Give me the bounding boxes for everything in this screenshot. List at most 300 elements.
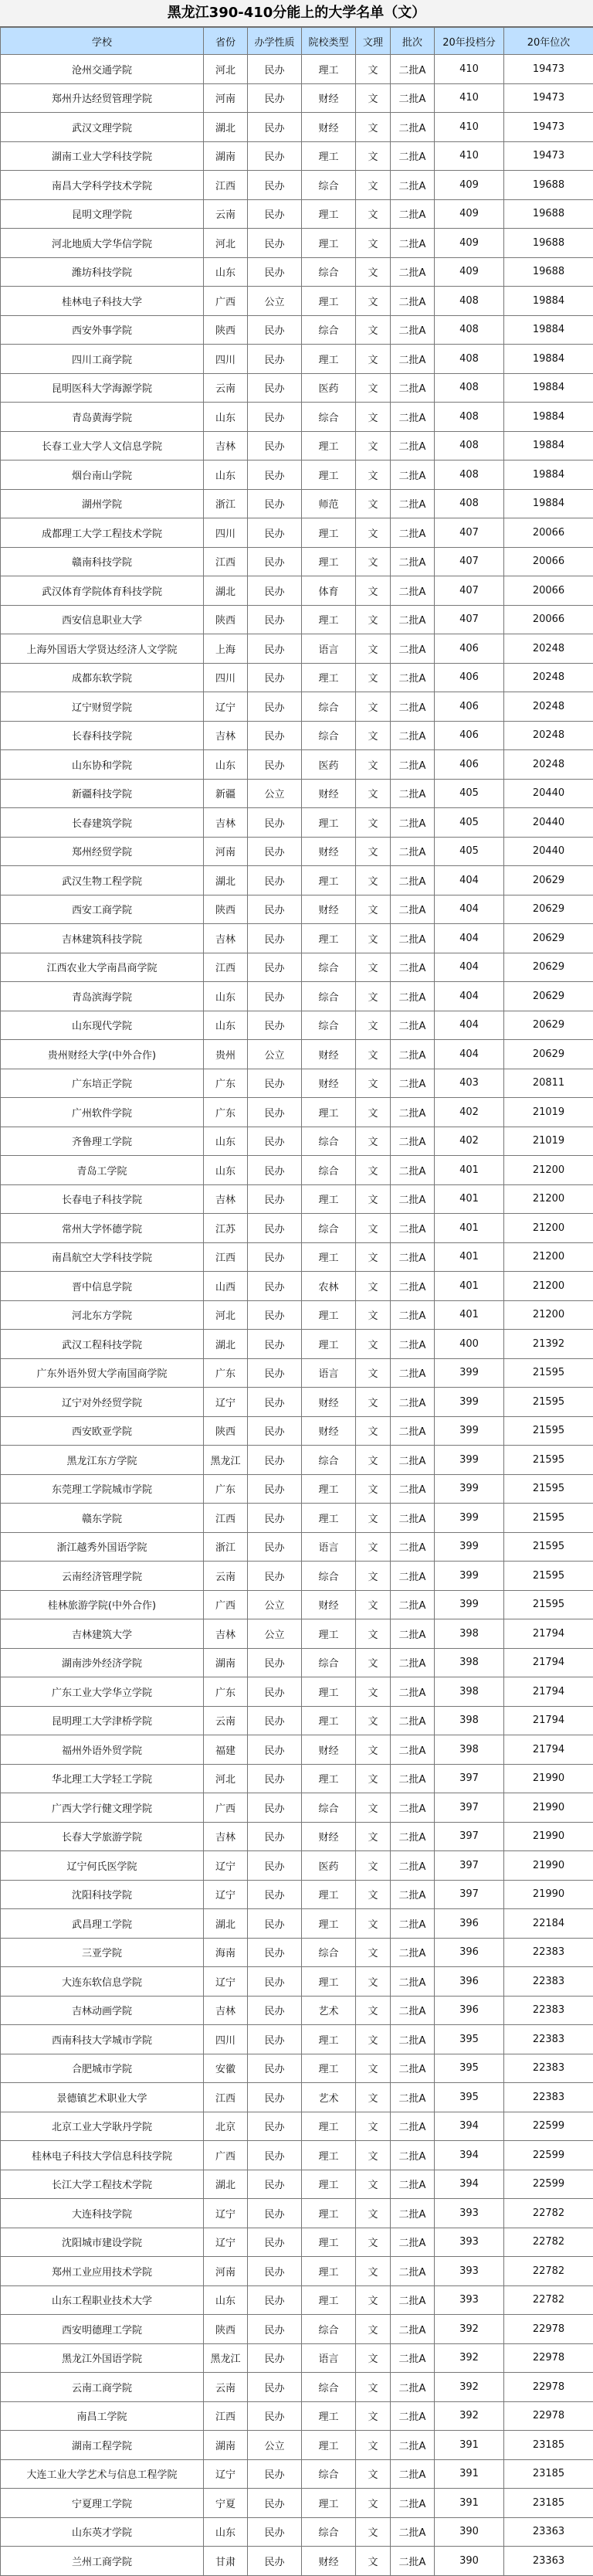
cell-batch: 二批A [391, 460, 435, 490]
cell-ownership: 民办 [248, 1214, 302, 1243]
table-row [1, 141, 593, 171]
cell-ownership: 民办 [248, 837, 302, 866]
cell-school-type: 综合 [302, 1648, 356, 1677]
cell-rank: 21794 [504, 1677, 593, 1707]
cell-batch: 二批A [391, 2315, 435, 2344]
cell-track: 文 [356, 2373, 391, 2402]
cell-ownership: 民办 [248, 2083, 302, 2112]
cell-school-type: 理工 [302, 1967, 356, 1997]
cell-province: 吉林 [204, 1184, 248, 1214]
cell-score: 408 [435, 373, 504, 403]
cell-school-type: 理工 [302, 2054, 356, 2083]
cell-province: 河北 [204, 1764, 248, 1793]
cell-score: 395 [435, 2083, 504, 2112]
cell-batch: 二批A [391, 2025, 435, 2054]
cell-school: 广州软件学院 [1, 1098, 204, 1127]
cell-province: 河南 [204, 837, 248, 866]
cell-batch: 二批A [391, 982, 435, 1011]
table-row [1, 229, 593, 258]
cell-school: 福州外语外贸学院 [1, 1735, 204, 1765]
table-row [1, 171, 593, 200]
cell-school-type: 综合 [302, 1156, 356, 1185]
cell-rank: 21595 [504, 1416, 593, 1446]
cell-rank: 20440 [504, 779, 593, 808]
cell-rank: 19884 [504, 345, 593, 374]
cell-ownership: 民办 [248, 2285, 302, 2315]
cell-score: 395 [435, 2054, 504, 2083]
cell-province: 陕西 [204, 315, 248, 345]
cell-ownership: 民办 [248, 2343, 302, 2373]
cell-school-type: 理工 [302, 1619, 356, 1649]
cell-province: 吉林 [204, 721, 248, 750]
cell-ownership: 民办 [248, 1184, 302, 1214]
cell-school: 昆明理工大学津桥学院 [1, 1706, 204, 1735]
table-row [1, 721, 593, 750]
table-row [1, 1358, 593, 1388]
cell-rank: 19473 [504, 113, 593, 142]
cell-rank: 21595 [504, 1474, 593, 1504]
cell-rank: 20629 [504, 924, 593, 953]
cell-school: 黑龙江东方学院 [1, 1446, 204, 1475]
cell-track: 文 [356, 605, 391, 634]
cell-track: 文 [356, 373, 391, 403]
cell-province: 云南 [204, 373, 248, 403]
cell-school: 武昌理工学院 [1, 1909, 204, 1939]
cell-school-type: 综合 [302, 403, 356, 432]
cell-ownership: 民办 [248, 1300, 302, 1330]
cell-track: 文 [356, 1011, 391, 1040]
cell-school: 东莞理工学院城市学院 [1, 1474, 204, 1504]
cell-score: 409 [435, 229, 504, 258]
cell-school: 广东外语外贸大学南国商学院 [1, 1358, 204, 1388]
cell-ownership: 民办 [248, 1562, 302, 1591]
cell-school-type: 理工 [302, 605, 356, 634]
cell-score: 410 [435, 55, 504, 84]
table-row [1, 1619, 593, 1649]
cell-track: 文 [356, 1677, 391, 1707]
cell-batch: 二批A [391, 113, 435, 142]
table-row [1, 634, 593, 664]
cell-score: 393 [435, 2228, 504, 2257]
cell-track: 文 [356, 2112, 391, 2141]
table-row [1, 431, 593, 460]
cell-school-type: 财经 [302, 1069, 356, 1098]
cell-track: 文 [356, 1388, 391, 1417]
cell-school: 景德镇艺术职业大学 [1, 2083, 204, 2112]
cell-track: 文 [356, 460, 391, 490]
cell-ownership: 民办 [248, 1242, 302, 1272]
cell-batch: 二批A [391, 895, 435, 924]
cell-province: 山东 [204, 460, 248, 490]
cell-school-type: 综合 [302, 1446, 356, 1475]
cell-score: 406 [435, 750, 504, 780]
cell-batch: 二批A [391, 1040, 435, 1069]
cell-school: 合肥城市学院 [1, 2054, 204, 2083]
cell-school: 北京工业大学耿丹学院 [1, 2112, 204, 2141]
cell-province: 陕西 [204, 605, 248, 634]
cell-track: 文 [356, 1446, 391, 1475]
cell-score: 405 [435, 779, 504, 808]
cell-ownership: 民办 [248, 2228, 302, 2257]
cell-school-type: 综合 [302, 692, 356, 722]
cell-school-type: 财经 [302, 1040, 356, 1069]
cell-rank: 21595 [504, 1504, 593, 1533]
cell-province: 山东 [204, 1011, 248, 1040]
cell-ownership: 民办 [248, 489, 302, 518]
cell-school: 湖南工业大学科技学院 [1, 141, 204, 171]
cell-school: 西安工商学院 [1, 895, 204, 924]
cell-ownership: 公立 [248, 2431, 302, 2460]
cell-batch: 二批A [391, 953, 435, 982]
cell-province: 湖北 [204, 576, 248, 606]
cell-track: 文 [356, 1909, 391, 1939]
table-row [1, 1214, 593, 1243]
cell-rank: 22383 [504, 2025, 593, 2054]
header-ownership: 办学性质 [248, 28, 302, 55]
cell-school: 郑州经贸学院 [1, 837, 204, 866]
cell-rank: 21990 [504, 1822, 593, 1851]
cell-school-type: 农林 [302, 1272, 356, 1301]
cell-batch: 二批A [391, 83, 435, 113]
cell-score: 399 [435, 1474, 504, 1504]
cell-school-type: 理工 [302, 1909, 356, 1939]
cell-ownership: 公立 [248, 1590, 302, 1619]
cell-province: 广西 [204, 2141, 248, 2170]
cell-batch: 二批A [391, 2343, 435, 2373]
cell-province: 江西 [204, 171, 248, 200]
cell-rank: 21019 [504, 1127, 593, 1156]
cell-track: 文 [356, 2401, 391, 2431]
cell-rank: 23363 [504, 2517, 593, 2547]
cell-school-type: 师范 [302, 489, 356, 518]
cell-batch: 二批A [391, 2199, 435, 2228]
cell-province: 北京 [204, 2112, 248, 2141]
cell-school: 黑龙江外国语学院 [1, 2343, 204, 2373]
table-row [1, 1909, 593, 1939]
cell-rank: 19884 [504, 315, 593, 345]
cell-score: 401 [435, 1184, 504, 1214]
cell-school-type: 理工 [302, 2431, 356, 2460]
table-row [1, 1300, 593, 1330]
cell-rank: 22782 [504, 2199, 593, 2228]
cell-school: 西南科技大学城市学院 [1, 2025, 204, 2054]
cell-score: 405 [435, 837, 504, 866]
table-row [1, 2025, 593, 2054]
cell-ownership: 公立 [248, 1040, 302, 1069]
cell-rank: 22978 [504, 2373, 593, 2402]
cell-ownership: 民办 [248, 2315, 302, 2344]
cell-track: 文 [356, 518, 391, 548]
cell-province: 广东 [204, 1358, 248, 1388]
table-row [1, 287, 593, 316]
cell-province: 新疆 [204, 779, 248, 808]
table-row [1, 1851, 593, 1881]
cell-score: 404 [435, 924, 504, 953]
cell-score: 401 [435, 1214, 504, 1243]
cell-province: 辽宁 [204, 692, 248, 722]
cell-school-type: 理工 [302, 2257, 356, 2286]
cell-rank: 19884 [504, 287, 593, 316]
cell-ownership: 民办 [248, 1011, 302, 1040]
cell-score: 390 [435, 2517, 504, 2547]
cell-rank: 19884 [504, 373, 593, 403]
cell-batch: 二批A [391, 141, 435, 171]
table-row [1, 1069, 593, 1098]
cell-school: 青岛滨海学院 [1, 982, 204, 1011]
cell-batch: 二批A [391, 55, 435, 84]
cell-ownership: 民办 [248, 1996, 302, 2025]
cell-ownership: 民办 [248, 2401, 302, 2431]
cell-rank: 20248 [504, 721, 593, 750]
cell-school-type: 财经 [302, 779, 356, 808]
cell-score: 408 [435, 403, 504, 432]
cell-score: 399 [435, 1504, 504, 1533]
cell-batch: 二批A [391, 1330, 435, 1359]
cell-rank: 19688 [504, 257, 593, 287]
cell-batch: 二批A [391, 431, 435, 460]
cell-track: 文 [356, 663, 391, 692]
cell-ownership: 民办 [248, 1967, 302, 1997]
cell-school: 西安信息职业大学 [1, 605, 204, 634]
cell-score: 400 [435, 1330, 504, 1359]
cell-school-type: 语言 [302, 1358, 356, 1388]
cell-rank: 22184 [504, 1909, 593, 1939]
cell-score: 397 [435, 1793, 504, 1823]
cell-track: 文 [356, 2170, 391, 2199]
cell-rank: 20248 [504, 663, 593, 692]
cell-score: 401 [435, 1272, 504, 1301]
cell-score: 404 [435, 982, 504, 1011]
cell-school: 河北东方学院 [1, 1300, 204, 1330]
cell-score: 392 [435, 2315, 504, 2344]
cell-province: 黑龙江 [204, 1446, 248, 1475]
table-row [1, 55, 593, 84]
cell-batch: 二批A [391, 1300, 435, 1330]
cell-school-type: 综合 [302, 953, 356, 982]
cell-school: 昆明医科大学海源学院 [1, 373, 204, 403]
cell-ownership: 民办 [248, 315, 302, 345]
table-row [1, 2141, 593, 2170]
cell-batch: 二批A [391, 2489, 435, 2518]
cell-score: 390 [435, 2547, 504, 2576]
cell-province: 江西 [204, 1242, 248, 1272]
cell-province: 浙江 [204, 489, 248, 518]
table-row [1, 2315, 593, 2344]
cell-school-type: 综合 [302, 2517, 356, 2547]
cell-score: 392 [435, 2401, 504, 2431]
cell-rank: 21200 [504, 1156, 593, 1185]
cell-rank: 20629 [504, 953, 593, 982]
cell-track: 文 [356, 1300, 391, 1330]
cell-track: 文 [356, 2199, 391, 2228]
cell-school: 山东协和学院 [1, 750, 204, 780]
cell-batch: 二批A [391, 1880, 435, 1909]
cell-track: 文 [356, 1504, 391, 1533]
cell-ownership: 民办 [248, 953, 302, 982]
cell-school-type: 理工 [302, 460, 356, 490]
cell-batch: 二批A [391, 1156, 435, 1185]
cell-rank: 22978 [504, 2401, 593, 2431]
cell-track: 文 [356, 2141, 391, 2170]
cell-rank: 19884 [504, 489, 593, 518]
cell-school: 湖南涉外经济学院 [1, 1648, 204, 1677]
table-row [1, 2054, 593, 2083]
cell-ownership: 民办 [248, 460, 302, 490]
cell-batch: 二批A [391, 1764, 435, 1793]
cell-track: 文 [356, 1619, 391, 1649]
table-row [1, 460, 593, 490]
cell-batch: 二批A [391, 2257, 435, 2286]
cell-province: 湖北 [204, 1330, 248, 1359]
cell-school-type: 体育 [302, 576, 356, 606]
cell-province: 广西 [204, 287, 248, 316]
cell-province: 山东 [204, 2285, 248, 2315]
cell-rank: 20440 [504, 808, 593, 838]
cell-school-type: 理工 [302, 1504, 356, 1533]
cell-rank: 22383 [504, 2083, 593, 2112]
cell-rank: 20629 [504, 982, 593, 1011]
cell-score: 404 [435, 953, 504, 982]
cell-batch: 二批A [391, 1851, 435, 1881]
cell-school: 山东英才学院 [1, 2517, 204, 2547]
cell-school-type: 理工 [302, 2285, 356, 2315]
cell-school: 云南工商学院 [1, 2373, 204, 2402]
cell-school-type: 理工 [302, 1474, 356, 1504]
cell-ownership: 民办 [248, 113, 302, 142]
cell-school: 兰州工商学院 [1, 2547, 204, 2576]
cell-batch: 二批A [391, 1127, 435, 1156]
cell-province: 四川 [204, 663, 248, 692]
cell-school-type: 理工 [302, 2401, 356, 2431]
cell-score: 408 [435, 287, 504, 316]
cell-track: 文 [356, 1648, 391, 1677]
cell-province: 河南 [204, 83, 248, 113]
cell-school: 吉林动画学院 [1, 1996, 204, 2025]
cell-ownership: 民办 [248, 83, 302, 113]
cell-school-type: 理工 [302, 924, 356, 953]
cell-school: 广西大学行健文理学院 [1, 1793, 204, 1823]
cell-ownership: 民办 [248, 1909, 302, 1939]
cell-track: 文 [356, 1735, 391, 1765]
cell-ownership: 民办 [248, 1504, 302, 1533]
cell-school: 昆明文理学院 [1, 199, 204, 229]
cell-ownership: 民办 [248, 1880, 302, 1909]
table-row [1, 2517, 593, 2547]
cell-batch: 二批A [391, 1011, 435, 1040]
cell-province: 宁夏 [204, 2489, 248, 2518]
cell-track: 文 [356, 1098, 391, 1127]
cell-score: 408 [435, 460, 504, 490]
cell-track: 文 [356, 1330, 391, 1359]
cell-school-type: 财经 [302, 2547, 356, 2576]
cell-school-type: 理工 [302, 1706, 356, 1735]
cell-province: 辽宁 [204, 1880, 248, 1909]
table-row [1, 2285, 593, 2315]
cell-province: 湖南 [204, 2431, 248, 2460]
cell-score: 406 [435, 692, 504, 722]
cell-ownership: 民办 [248, 1706, 302, 1735]
table-row [1, 1590, 593, 1619]
cell-track: 文 [356, 1127, 391, 1156]
cell-province: 湖北 [204, 1909, 248, 1939]
cell-province: 湖北 [204, 866, 248, 895]
cell-rank: 21200 [504, 1272, 593, 1301]
cell-province: 山东 [204, 2517, 248, 2547]
cell-ownership: 民办 [248, 403, 302, 432]
cell-ownership: 民办 [248, 2170, 302, 2199]
table-row [1, 1272, 593, 1301]
cell-province: 辽宁 [204, 1851, 248, 1881]
cell-province: 湖北 [204, 113, 248, 142]
table-row [1, 576, 593, 606]
cell-school-type: 综合 [302, 1793, 356, 1823]
cell-batch: 二批A [391, 1504, 435, 1533]
cell-ownership: 民办 [248, 1648, 302, 1677]
cell-ownership: 民办 [248, 924, 302, 953]
cell-track: 文 [356, 1706, 391, 1735]
cell-ownership: 民办 [248, 1822, 302, 1851]
cell-school-type: 理工 [302, 518, 356, 548]
cell-score: 398 [435, 1677, 504, 1707]
cell-track: 文 [356, 692, 391, 722]
cell-province: 陕西 [204, 1416, 248, 1446]
cell-score: 401 [435, 1300, 504, 1330]
cell-rank: 19884 [504, 431, 593, 460]
cell-school: 辽宁对外经贸学院 [1, 1388, 204, 1417]
cell-ownership: 民办 [248, 1474, 302, 1504]
cell-province: 云南 [204, 1706, 248, 1735]
cell-school: 四川工商学院 [1, 345, 204, 374]
cell-school: 成都理工大学工程技术学院 [1, 518, 204, 548]
cell-batch: 二批A [391, 2054, 435, 2083]
cell-batch: 二批A [391, 634, 435, 664]
cell-school-type: 财经 [302, 83, 356, 113]
cell-track: 文 [356, 287, 391, 316]
cell-school-type: 综合 [302, 1938, 356, 1967]
cell-rank: 23363 [504, 2547, 593, 2576]
cell-province: 山东 [204, 750, 248, 780]
cell-score: 408 [435, 431, 504, 460]
cell-school: 湖州学院 [1, 489, 204, 518]
cell-school-type: 理工 [302, 1677, 356, 1707]
cell-track: 文 [356, 1416, 391, 1446]
cell-rank: 21990 [504, 1764, 593, 1793]
cell-ownership: 民办 [248, 808, 302, 838]
cell-ownership: 民办 [248, 2141, 302, 2170]
cell-track: 文 [356, 2343, 391, 2373]
cell-school: 西安外事学院 [1, 315, 204, 345]
cell-batch: 二批A [391, 1677, 435, 1707]
cell-rank: 21794 [504, 1735, 593, 1765]
cell-score: 394 [435, 2141, 504, 2170]
cell-batch: 二批A [391, 750, 435, 780]
cell-score: 396 [435, 1909, 504, 1939]
cell-ownership: 民办 [248, 634, 302, 664]
cell-ownership: 民办 [248, 692, 302, 722]
cell-school-type: 医药 [302, 750, 356, 780]
cell-school: 长春工业大学人文信息学院 [1, 431, 204, 460]
cell-batch: 二批A [391, 1069, 435, 1098]
cell-track: 文 [356, 1562, 391, 1591]
cell-track: 文 [356, 2285, 391, 2315]
cell-school-type: 理工 [302, 1300, 356, 1330]
cell-school: 晋中信息学院 [1, 1272, 204, 1301]
cell-batch: 二批A [391, 1416, 435, 1446]
table-row [1, 2459, 593, 2489]
cell-school: 大连东软信息学院 [1, 1967, 204, 1997]
cell-batch: 二批A [391, 2141, 435, 2170]
cell-rank: 20066 [504, 547, 593, 576]
